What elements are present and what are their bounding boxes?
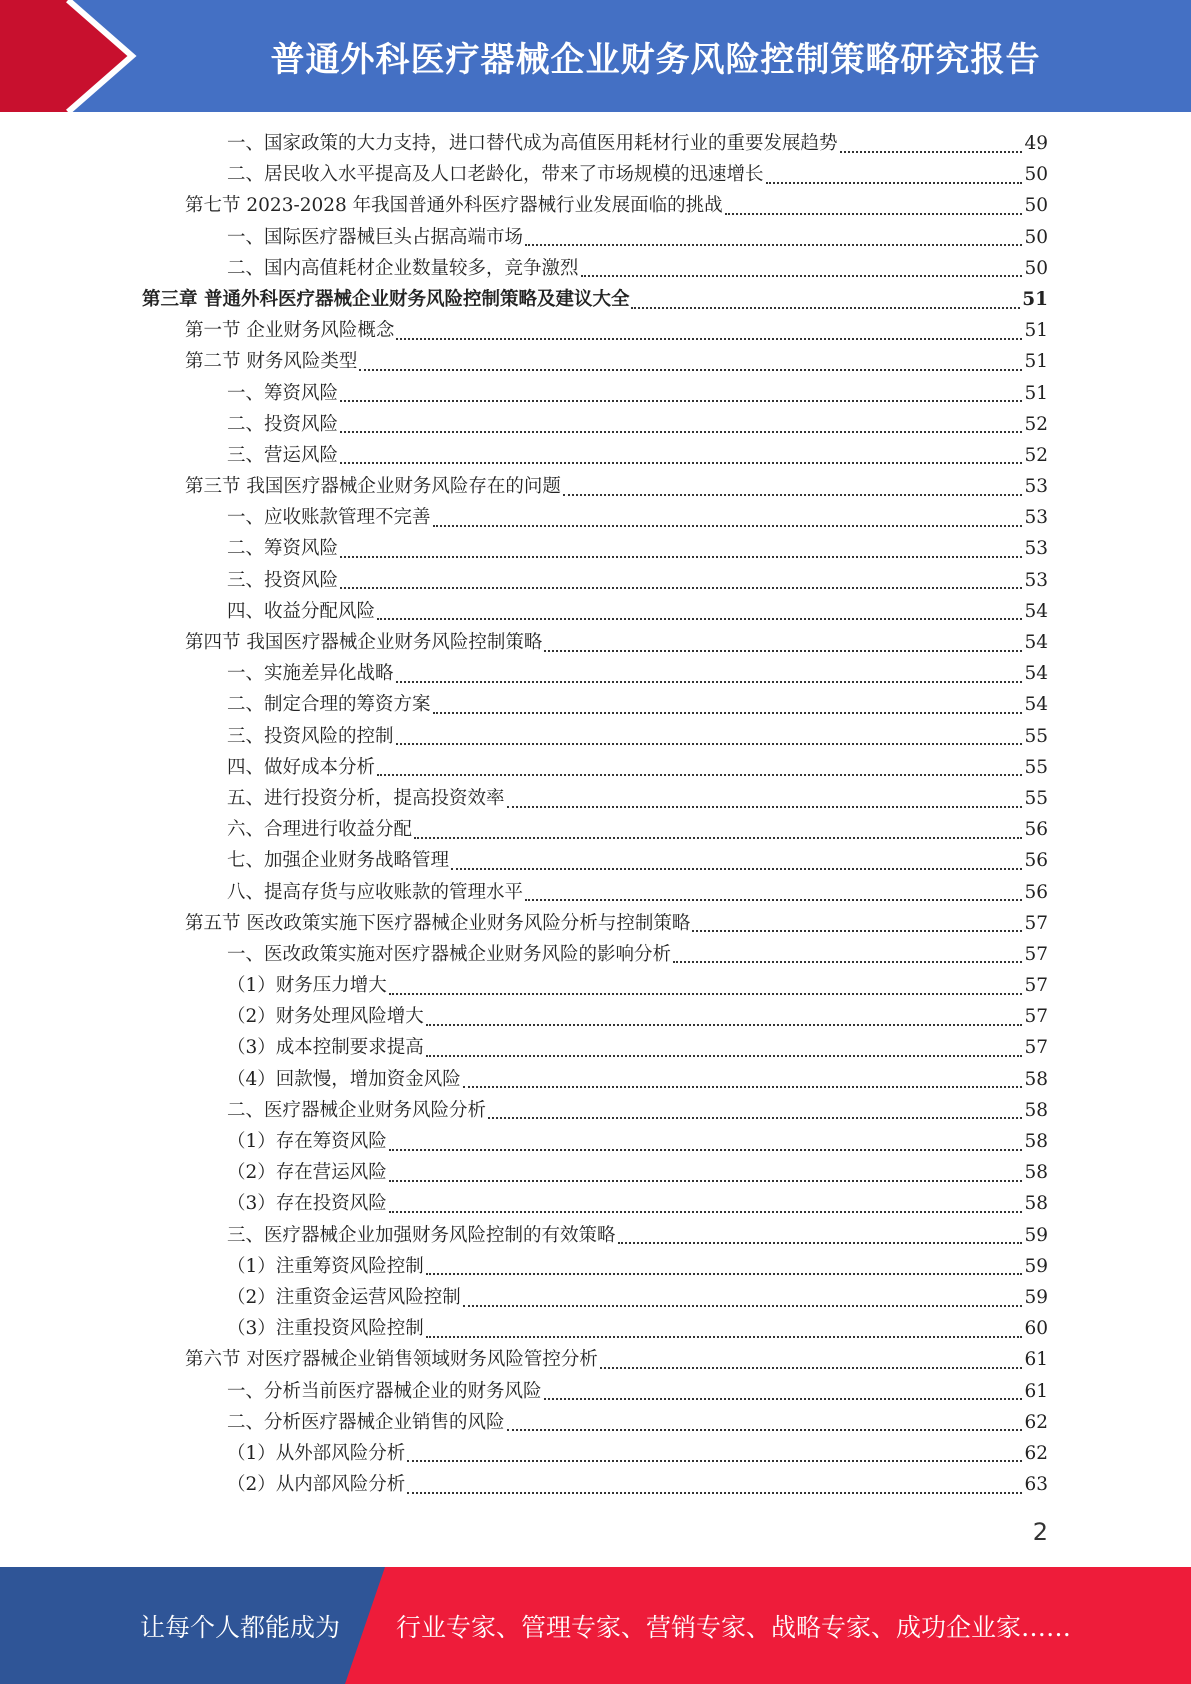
toc-entry-title: 三、医疗器械企业加强财务风险控制的有效策略: [227, 1224, 616, 1246]
toc-dot-leader: [340, 556, 1022, 558]
toc-entry-title: 二、国内高值耗材企业数量较多，竞争激烈: [227, 257, 579, 279]
toc-dot-leader: [396, 338, 1022, 340]
toc-entry-page: 57: [1024, 975, 1048, 997]
toc-dot-leader: [725, 213, 1023, 215]
toc-entry[interactable]: [142, 1126, 1048, 1157]
toc-entry-title: 四、收益分配风险: [227, 600, 376, 622]
toc-entry[interactable]: [142, 970, 1048, 1001]
toc-entry-title: （2）注重资金运营风险控制: [227, 1286, 461, 1308]
toc-entry-title: 二、筹资风险: [227, 538, 339, 560]
toc-entry-page: 58: [1024, 1099, 1048, 1121]
toc-entry-title: 第六节 对医疗器械企业销售领域财务风险管控分析: [185, 1349, 598, 1371]
toc-entry-title: 第三章 普通外科医疗器械企业财务风险控制策略及建议大全: [142, 288, 630, 310]
toc-entry-page: 60: [1024, 1318, 1048, 1340]
toc-dot-leader: [407, 1492, 1022, 1494]
toc-entry-title: （1）财务压力增大: [227, 975, 387, 997]
toc-entry-title: 第七节 2023-2028 年我国普通外科医疗器械行业发展面临的挑战: [185, 195, 723, 217]
toc-entry-page: 55: [1024, 787, 1048, 809]
toc-entry-title: 七、加强企业财务战略管理: [227, 850, 450, 872]
toc-entry-title: （3）存在投资风险: [227, 1193, 387, 1215]
header-banner: [0, 0, 1191, 112]
toc-entry-title: 二、医疗器械企业财务风险分析: [227, 1099, 487, 1121]
toc-entry[interactable]: [142, 190, 1048, 221]
toc-entry-page: 53: [1024, 507, 1048, 529]
toc-entry-page: 54: [1024, 600, 1048, 622]
toc-entry-title: （2）从内部风险分析: [227, 1474, 406, 1496]
toc-entry[interactable]: [142, 1313, 1048, 1344]
toc-entry-page: 54: [1024, 632, 1048, 653]
toc-entry-title: 一、实施差异化战略: [227, 663, 394, 685]
toc-entry[interactable]: [142, 1376, 1048, 1407]
toc-dot-leader: [377, 774, 1022, 776]
toc-dot-leader: [525, 899, 1022, 901]
toc-entry-title: （2）财务处理风险增大: [227, 1006, 424, 1028]
toc-entry[interactable]: [142, 658, 1048, 689]
toc-entry-page: 53: [1024, 538, 1048, 560]
toc-entry-title: 一、应收账款管理不完善: [227, 507, 431, 529]
toc-entry-page: 58: [1024, 1068, 1048, 1090]
toc-entry-page: 61: [1024, 1380, 1048, 1402]
toc-entry-title: （3）注重投资风险控制: [227, 1318, 424, 1340]
toc-dot-leader: [389, 1180, 1023, 1182]
footer-banner: [0, 1567, 1191, 1684]
toc-dot-leader: [433, 525, 1023, 527]
toc-dot-leader: [414, 837, 1022, 839]
toc-entry-page: 51: [1022, 288, 1048, 310]
page-number: 2: [1032, 1518, 1048, 1546]
toc-entry[interactable]: [142, 877, 1048, 908]
toc-entry[interactable]: [142, 1438, 1048, 1469]
toc-entry-title: 第四节 我国医疗器械企业财务风险控制策略: [185, 632, 543, 653]
toc-entry-title: 第一节 企业财务风险概念: [185, 320, 395, 342]
toc-entry-page: 57: [1024, 912, 1048, 934]
toc-entry-title: （1）存在筹资风险: [227, 1131, 387, 1152]
toc-dot-leader: [359, 369, 1022, 371]
toc-entry-page: 53: [1024, 476, 1048, 498]
toc-entry-page: 58: [1024, 1131, 1048, 1152]
toc-dot-leader: [525, 244, 1022, 246]
toc-entry[interactable]: [142, 502, 1048, 533]
toc-entry[interactable]: [142, 1251, 1048, 1282]
toc-entry[interactable]: [142, 689, 1048, 720]
toc-dot-leader: [426, 1024, 1023, 1026]
toc-dot-leader: [396, 681, 1023, 683]
toc-dot-leader: [563, 494, 1023, 496]
toc-dot-leader: [451, 868, 1022, 870]
toc-dot-leader: [618, 1242, 1023, 1244]
toc-entry[interactable]: [142, 1095, 1048, 1126]
toc-entry-title: （3）成本控制要求提高: [227, 1037, 424, 1059]
toc-entry-page: 51: [1024, 351, 1048, 373]
toc-entry-page: 62: [1024, 1411, 1048, 1433]
toc-entry-title: 二、居民收入水平提高及人口老龄化，带来了市场规模的迅速增长: [227, 164, 764, 186]
toc-entry[interactable]: [142, 1220, 1048, 1251]
toc-dot-leader: [340, 400, 1022, 402]
toc-dot-leader: [433, 712, 1023, 714]
toc-entry-page: 59: [1024, 1255, 1048, 1277]
toc-dot-leader: [396, 743, 1023, 745]
toc-entry[interactable]: [142, 1407, 1048, 1438]
toc-entry[interactable]: [142, 627, 1048, 658]
toc-entry[interactable]: [142, 721, 1048, 752]
toc-dot-leader: [544, 1398, 1023, 1400]
toc-entry-page: 52: [1024, 444, 1048, 466]
toc-entry-page: 55: [1024, 756, 1048, 778]
header-arrow-decoration: [0, 0, 140, 112]
toc-entry-page: 57: [1024, 943, 1048, 965]
toc-entry-title: 一、分析当前医疗器械企业的财务风险: [227, 1380, 542, 1402]
toc-entry[interactable]: [142, 596, 1048, 627]
toc-entry[interactable]: [142, 440, 1048, 471]
toc-entry-page: 55: [1024, 725, 1048, 747]
toc-entry-title: 一、国际医疗器械巨头占据高端市场: [227, 226, 524, 248]
toc-entry[interactable]: [142, 159, 1048, 190]
toc-entry-page: 56: [1024, 819, 1048, 841]
toc-dot-leader: [407, 1460, 1022, 1462]
toc-entry-page: 51: [1024, 320, 1048, 342]
toc-dot-leader: [507, 806, 1023, 808]
toc-entry[interactable]: [142, 315, 1048, 346]
toc-entry-title: 一、筹资风险: [227, 382, 339, 404]
toc-dot-leader: [426, 1055, 1023, 1057]
toc-dot-leader: [340, 587, 1022, 589]
toc-dot-leader: [488, 1117, 1022, 1119]
toc-entry-title: （1）从外部风险分析: [227, 1442, 406, 1464]
toc-entry[interactable]: [142, 1188, 1048, 1219]
toc-entry-title: 二、分析医疗器械企业销售的风险: [227, 1411, 505, 1433]
toc-entry[interactable]: [142, 1282, 1048, 1313]
toc-entry-page: 57: [1024, 1006, 1048, 1028]
toc-dot-leader: [840, 151, 1023, 153]
footer-slogan-right: 行业专家、管理专家、营销专家、战略专家、成功企业家……: [396, 1612, 1072, 1642]
toc-entry-title: 四、做好成本分析: [227, 756, 376, 778]
toc-entry[interactable]: [142, 845, 1048, 876]
toc-dot-leader: [631, 307, 1020, 309]
toc-entry-page: 50: [1024, 257, 1048, 279]
toc-entry-page: 52: [1024, 413, 1048, 435]
toc-entry[interactable]: [142, 1032, 1048, 1063]
toc-dot-leader: [340, 462, 1022, 464]
toc-dot-leader: [389, 1149, 1023, 1151]
toc-entry[interactable]: [142, 939, 1048, 970]
toc-entry-title: （4）回款慢，增加资金风险: [227, 1068, 461, 1090]
toc-entry-title: 三、投资风险的控制: [227, 725, 394, 747]
footer-slogan-left: 让每个人都能成为: [140, 1612, 341, 1642]
toc-entry-page: 57: [1024, 1037, 1048, 1059]
toc-entry-title: （2）存在营运风险: [227, 1162, 387, 1184]
toc-entry[interactable]: [142, 1469, 1048, 1500]
toc-entry[interactable]: [142, 128, 1048, 159]
toc-entry[interactable]: [142, 409, 1048, 440]
toc-entry[interactable]: [142, 253, 1048, 284]
toc-dot-leader: [377, 618, 1022, 620]
toc-entry[interactable]: [142, 908, 1048, 939]
toc-dot-leader: [426, 1273, 1023, 1275]
toc-entry-page: 54: [1024, 694, 1048, 716]
toc-entry[interactable]: [142, 1157, 1048, 1188]
toc-dot-leader: [581, 275, 1023, 277]
toc-dot-leader: [766, 182, 1023, 184]
toc-entry-page: 62: [1024, 1442, 1048, 1464]
table-of-contents: [142, 128, 1048, 1500]
toc-entry-page: 50: [1024, 195, 1048, 217]
toc-entry-page: 54: [1024, 663, 1048, 685]
toc-entry-title: 三、营运风险: [227, 444, 339, 466]
toc-entry-page: 51: [1024, 382, 1048, 404]
toc-chapter-entry[interactable]: [142, 284, 1048, 315]
toc-entry[interactable]: [142, 346, 1048, 377]
toc-dot-leader: [463, 1086, 1023, 1088]
toc-entry-page: 53: [1024, 569, 1048, 591]
toc-entry-title: 第二节 财务风险类型: [185, 351, 358, 373]
toc-entry-page: 56: [1024, 881, 1048, 903]
toc-entry[interactable]: [142, 565, 1048, 596]
toc-entry-title: 一、医改政策实施对医疗器械企业财务风险的影响分析: [227, 943, 672, 965]
toc-entry-page: 59: [1024, 1286, 1048, 1308]
document-title: 普通外科医疗器械企业财务风险控制策略研究报告: [270, 39, 1041, 80]
toc-entry-page: 50: [1024, 226, 1048, 248]
toc-entry[interactable]: [142, 222, 1048, 253]
toc-dot-leader: [507, 1429, 1023, 1431]
toc-entry-page: 49: [1024, 133, 1048, 154]
toc-entry-title: 二、制定合理的筹资方案: [227, 694, 431, 716]
toc-dot-leader: [389, 993, 1023, 995]
toc-entry-page: 56: [1024, 850, 1048, 872]
toc-dot-leader: [340, 431, 1022, 433]
toc-entry-title: 六、合理进行收益分配: [227, 819, 413, 841]
toc-entry-title: 八、提高存货与应收账款的管理水平: [227, 881, 524, 903]
toc-entry-page: 63: [1024, 1474, 1048, 1496]
toc-entry[interactable]: [142, 471, 1048, 502]
toc-dot-leader: [600, 1367, 1023, 1369]
toc-dot-leader: [426, 1336, 1023, 1338]
toc-entry-title: 第五节 医改政策实施下医疗器械企业财务风险分析与控制策略: [185, 912, 691, 934]
toc-entry-title: （1）注重筹资风险控制: [227, 1255, 424, 1277]
toc-dot-leader: [692, 930, 1022, 932]
toc-dot-leader: [389, 1211, 1023, 1213]
toc-entry-page: 58: [1024, 1193, 1048, 1215]
toc-dot-leader: [463, 1305, 1023, 1307]
toc-entry-page: 61: [1024, 1349, 1048, 1371]
toc-entry[interactable]: [142, 533, 1048, 564]
toc-dot-leader: [673, 961, 1022, 963]
toc-entry-title: 二、投资风险: [227, 413, 339, 435]
toc-entry[interactable]: [142, 783, 1048, 814]
toc-entry-title: 一、国家政策的大力支持，进口替代成为高值医用耗材行业的重要发展趋势: [227, 133, 838, 154]
toc-entry-title: 五、进行投资分析，提高投资效率: [227, 787, 505, 809]
toc-entry-page: 59: [1024, 1224, 1048, 1246]
toc-entry[interactable]: [142, 1344, 1048, 1375]
toc-entry-title: 第三节 我国医疗器械企业财务风险存在的问题: [185, 476, 561, 498]
toc-entry-page: 58: [1024, 1162, 1048, 1184]
toc-entry-title: 三、投资风险: [227, 569, 339, 591]
toc-entry[interactable]: [142, 1001, 1048, 1032]
toc-entry-page: 50: [1024, 164, 1048, 186]
toc-entry[interactable]: [142, 752, 1048, 783]
toc-entry[interactable]: [142, 1064, 1048, 1095]
toc-entry[interactable]: [142, 378, 1048, 409]
toc-entry[interactable]: [142, 814, 1048, 845]
toc-dot-leader: [544, 650, 1022, 652]
